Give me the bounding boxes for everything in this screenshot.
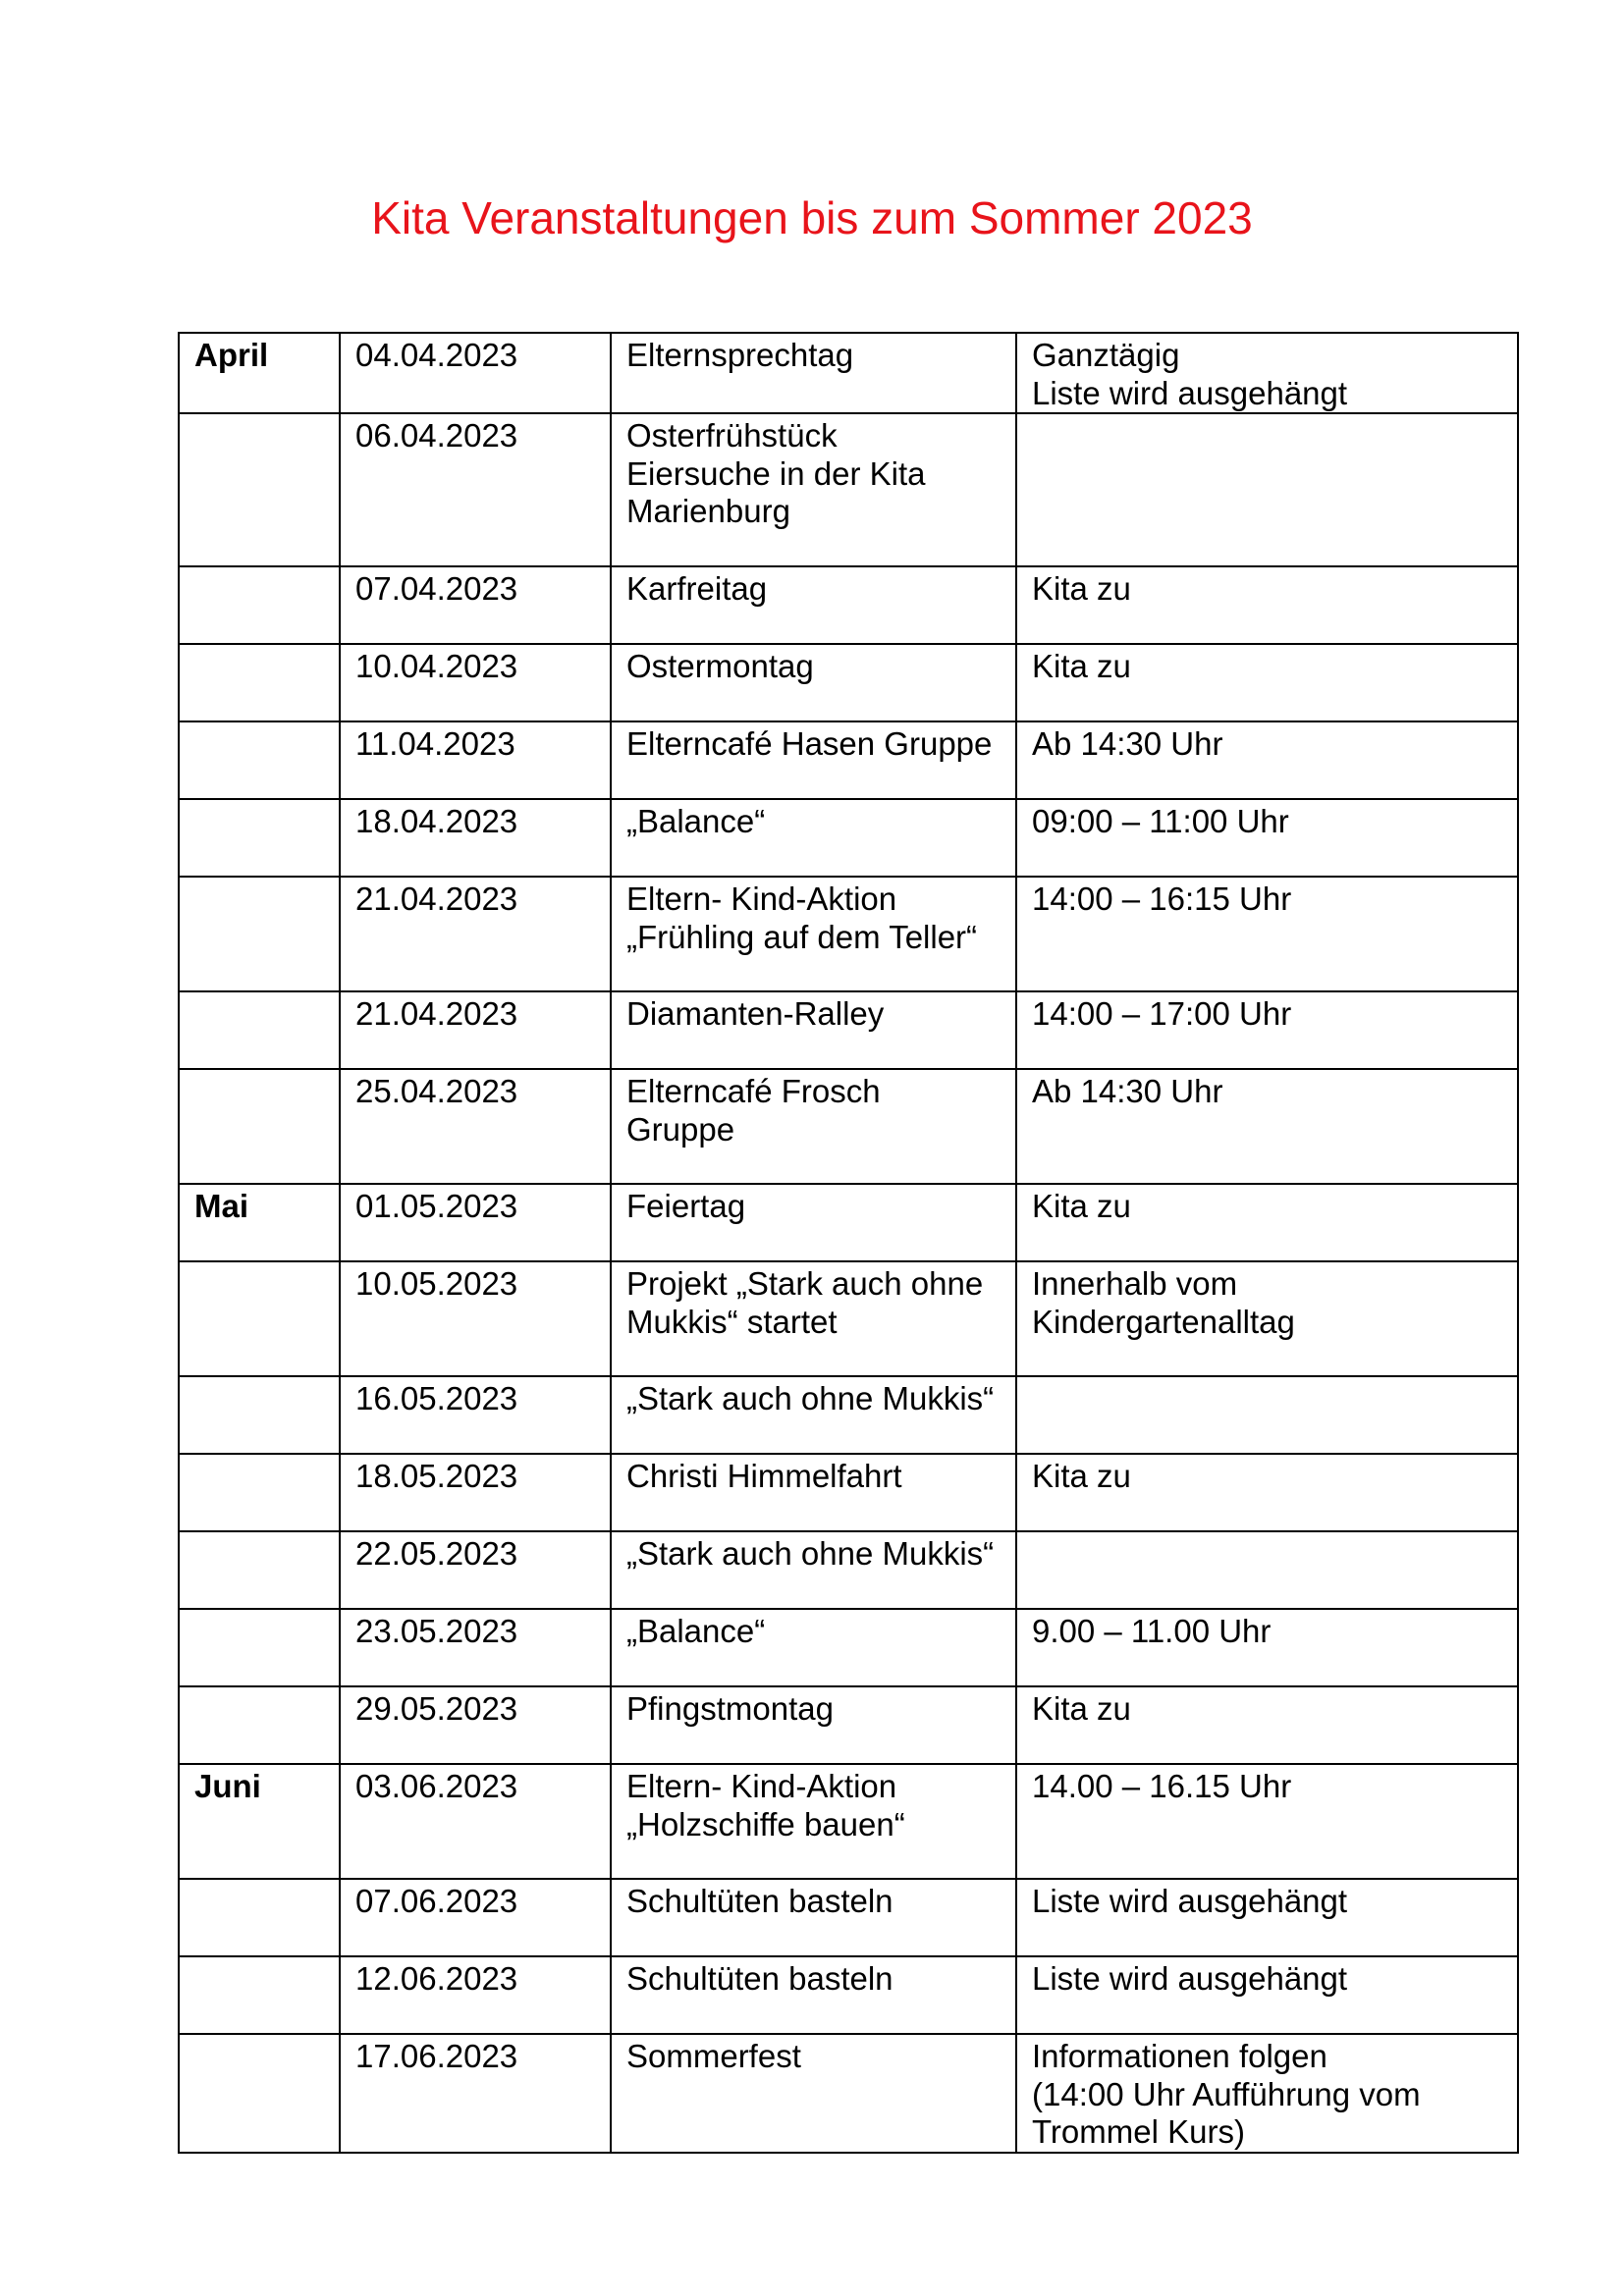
table-row (179, 1454, 1518, 1531)
table-row (179, 877, 1518, 991)
month-cell (179, 1879, 340, 1956)
event-name-line: Feiertag (626, 1188, 746, 1224)
event-date: 06.04.2023 (355, 417, 518, 454)
event-name-line: Marienburg (626, 493, 790, 529)
info-cell (1016, 991, 1518, 1069)
info-cell (1016, 333, 1518, 413)
event-cell (611, 799, 1016, 877)
event-date: 11.04.2023 (355, 725, 515, 762)
date-cell (340, 1879, 611, 1956)
event-date: 22.05.2023 (355, 1535, 518, 1572)
event-date: 16.05.2023 (355, 1380, 518, 1416)
info-cell (1016, 1184, 1518, 1261)
table-row (179, 333, 1518, 413)
event-name-line: Projekt „Stark auch ohne (626, 1265, 984, 1302)
event-cell (611, 1956, 1016, 2034)
event-info-line: Ab 14:30 Uhr (1032, 725, 1223, 762)
event-date: 18.04.2023 (355, 803, 518, 839)
event-name-line: „Holzschiffe bauen“ (626, 1805, 905, 1842)
month-cell (179, 333, 340, 413)
event-cell (611, 1261, 1016, 1376)
table-row (179, 413, 1518, 566)
events-table-body (179, 333, 1518, 2153)
month-label: Juni (194, 1768, 261, 1804)
event-name-line: Gruppe (626, 1110, 735, 1148)
month-cell (179, 566, 340, 644)
event-name-line: Pfingstmontag (626, 1690, 834, 1727)
event-date: 18.05.2023 (355, 1458, 518, 1494)
event-cell (611, 1184, 1016, 1261)
event-info-line: Liste wird ausgehängt (1032, 374, 1348, 411)
month-cell (179, 1376, 340, 1454)
event-cell (611, 1376, 1016, 1454)
event-info-line: Ab 14:30 Uhr (1032, 1073, 1223, 1109)
event-cell (611, 877, 1016, 991)
event-name-line: Schultüten basteln (626, 1960, 893, 1997)
info-cell (1016, 721, 1518, 799)
event-name-line: Eltern- Kind-Aktion (626, 1768, 897, 1804)
event-info-line: Kita zu (1032, 1188, 1131, 1224)
event-date: 17.06.2023 (355, 2038, 518, 2074)
date-cell (340, 877, 611, 991)
date-cell (340, 1686, 611, 1764)
month-cell (179, 877, 340, 991)
event-info-line: 09:00 – 11:00 Uhr (1032, 803, 1289, 839)
event-cell (611, 721, 1016, 799)
table-row (179, 644, 1518, 721)
month-cell (179, 1609, 340, 1686)
event-name-line: „Balance“ (626, 803, 766, 839)
event-cell (611, 1879, 1016, 1956)
event-info-line: 14.00 – 16.15 Uhr (1032, 1768, 1292, 1804)
info-cell (1016, 566, 1518, 644)
event-info-line: Informationen folgen (1032, 2038, 1327, 2074)
event-name-line: „Frühling auf dem Teller“ (626, 918, 978, 955)
event-cell (611, 1686, 1016, 1764)
date-cell (340, 333, 611, 413)
month-cell (179, 413, 340, 566)
date-cell (340, 413, 611, 566)
event-info-line: Trommel Kurs) (1032, 2113, 1245, 2150)
event-date: 10.04.2023 (355, 648, 518, 684)
event-cell (611, 2034, 1016, 2153)
table-row (179, 1879, 1518, 1956)
event-cell (611, 991, 1016, 1069)
event-info-line: Kindergartenalltag (1032, 1303, 1295, 1340)
info-cell (1016, 2034, 1518, 2153)
info-cell (1016, 1609, 1518, 1686)
event-name-line: Elternsprechtag (626, 337, 854, 373)
table-row (179, 721, 1518, 799)
event-name-line: Christi Himmelfahrt (626, 1458, 902, 1494)
event-date: 23.05.2023 (355, 1613, 518, 1649)
event-info-line: Ganztägig (1032, 337, 1180, 373)
event-info-line: Kita zu (1032, 1458, 1131, 1494)
info-cell (1016, 877, 1518, 991)
info-cell (1016, 1764, 1518, 1879)
table-row (179, 1609, 1518, 1686)
info-cell (1016, 1686, 1518, 1764)
date-cell (340, 566, 611, 644)
date-cell (340, 1956, 611, 2034)
date-cell (340, 799, 611, 877)
date-cell (340, 1609, 611, 1686)
date-cell (340, 1069, 611, 1184)
info-cell (1016, 1531, 1518, 1609)
event-date: 21.04.2023 (355, 995, 518, 1032)
event-date: 07.04.2023 (355, 570, 518, 607)
event-cell (611, 1531, 1016, 1609)
table-row (179, 2034, 1518, 2153)
table-row (179, 1069, 1518, 1184)
info-cell (1016, 1069, 1518, 1184)
event-info-line: Kita zu (1032, 1690, 1131, 1727)
date-cell (340, 1531, 611, 1609)
info-cell (1016, 1261, 1518, 1376)
month-cell (179, 991, 340, 1069)
event-date: 01.05.2023 (355, 1188, 518, 1224)
event-info-line: (14:00 Uhr Aufführung vom (1032, 2075, 1421, 2112)
month-cell (179, 721, 340, 799)
event-info-line: 14:00 – 17:00 Uhr (1032, 995, 1292, 1032)
event-date: 25.04.2023 (355, 1073, 518, 1109)
event-name-line: Ostermontag (626, 648, 814, 684)
table-row (179, 1376, 1518, 1454)
info-cell (1016, 1376, 1518, 1454)
info-cell (1016, 1454, 1518, 1531)
event-name-line: Sommerfest (626, 2038, 801, 2074)
month-cell (179, 1454, 340, 1531)
info-cell (1016, 413, 1518, 566)
event-name-line: Schultüten basteln (626, 1883, 893, 1919)
event-info-line: Innerhalb vom (1032, 1265, 1238, 1302)
month-cell (179, 1069, 340, 1184)
event-cell (611, 413, 1016, 566)
date-cell (340, 1376, 611, 1454)
event-date: 04.04.2023 (355, 337, 518, 373)
table-row (179, 566, 1518, 644)
info-cell (1016, 1879, 1518, 1956)
event-cell (611, 566, 1016, 644)
date-cell (340, 1764, 611, 1879)
table-row (179, 1764, 1518, 1879)
month-cell (179, 2034, 340, 2153)
event-cell (611, 644, 1016, 721)
event-name-line: „Stark auch ohne Mukkis“ (626, 1380, 995, 1416)
month-label: Mai (194, 1188, 249, 1224)
info-cell (1016, 644, 1518, 721)
month-label: April (194, 337, 269, 373)
date-cell (340, 2034, 611, 2153)
date-cell (340, 991, 611, 1069)
event-name-line: Elterncafé Frosch (626, 1073, 881, 1109)
date-cell (340, 721, 611, 799)
event-info-line: Kita zu (1032, 648, 1131, 684)
table-row (179, 1956, 1518, 2034)
month-cell (179, 1956, 340, 2034)
event-name-line: Karfreitag (626, 570, 768, 607)
date-cell (340, 1261, 611, 1376)
event-info-line: 14:00 – 16:15 Uhr (1032, 881, 1292, 917)
event-cell (611, 1454, 1016, 1531)
date-cell (340, 1454, 611, 1531)
event-info-line: 9.00 – 11.00 Uhr (1032, 1613, 1272, 1649)
page-title: Kita Veranstaltungen bis zum Sommer 2023 (371, 192, 1253, 243)
month-cell (179, 1764, 340, 1879)
event-date: 03.06.2023 (355, 1768, 518, 1804)
table-row (179, 1184, 1518, 1261)
event-name-line: Osterfrühstück (626, 417, 838, 454)
event-info-line: Liste wird ausgehängt (1032, 1960, 1348, 1997)
event-date: 29.05.2023 (355, 1690, 518, 1727)
event-cell (611, 1069, 1016, 1184)
info-cell (1016, 1956, 1518, 2034)
events-table (178, 332, 1519, 2154)
month-cell (179, 1261, 340, 1376)
event-name-line: Eltern- Kind-Aktion (626, 881, 897, 917)
event-name-line: „Balance“ (626, 1613, 766, 1649)
date-cell (340, 1184, 611, 1261)
event-name-line: „Stark auch ohne Mukkis“ (626, 1535, 995, 1572)
event-date: 21.04.2023 (355, 881, 518, 917)
month-cell (179, 1686, 340, 1764)
event-cell (611, 333, 1016, 413)
month-cell (179, 1184, 340, 1261)
event-name-line: Eiersuche in der Kita (626, 454, 926, 492)
month-cell (179, 1531, 340, 1609)
table-row (179, 1261, 1518, 1376)
table-row (179, 1531, 1518, 1609)
event-cell (611, 1609, 1016, 1686)
date-cell (340, 644, 611, 721)
month-cell (179, 799, 340, 877)
event-date: 07.06.2023 (355, 1883, 518, 1919)
event-info-line: Liste wird ausgehängt (1032, 1883, 1348, 1919)
event-name-line: Elterncafé Hasen Gruppe (626, 725, 993, 762)
event-date: 12.06.2023 (355, 1960, 518, 1997)
event-cell (611, 1764, 1016, 1879)
info-cell (1016, 799, 1518, 877)
table-row (179, 1686, 1518, 1764)
table-row (179, 991, 1518, 1069)
event-info-line: Kita zu (1032, 570, 1131, 607)
event-name-line: Mukkis“ startet (626, 1303, 838, 1340)
event-date: 10.05.2023 (355, 1265, 518, 1302)
table-row (179, 799, 1518, 877)
event-name-line: Diamanten-Ralley (626, 995, 885, 1032)
month-cell (179, 644, 340, 721)
